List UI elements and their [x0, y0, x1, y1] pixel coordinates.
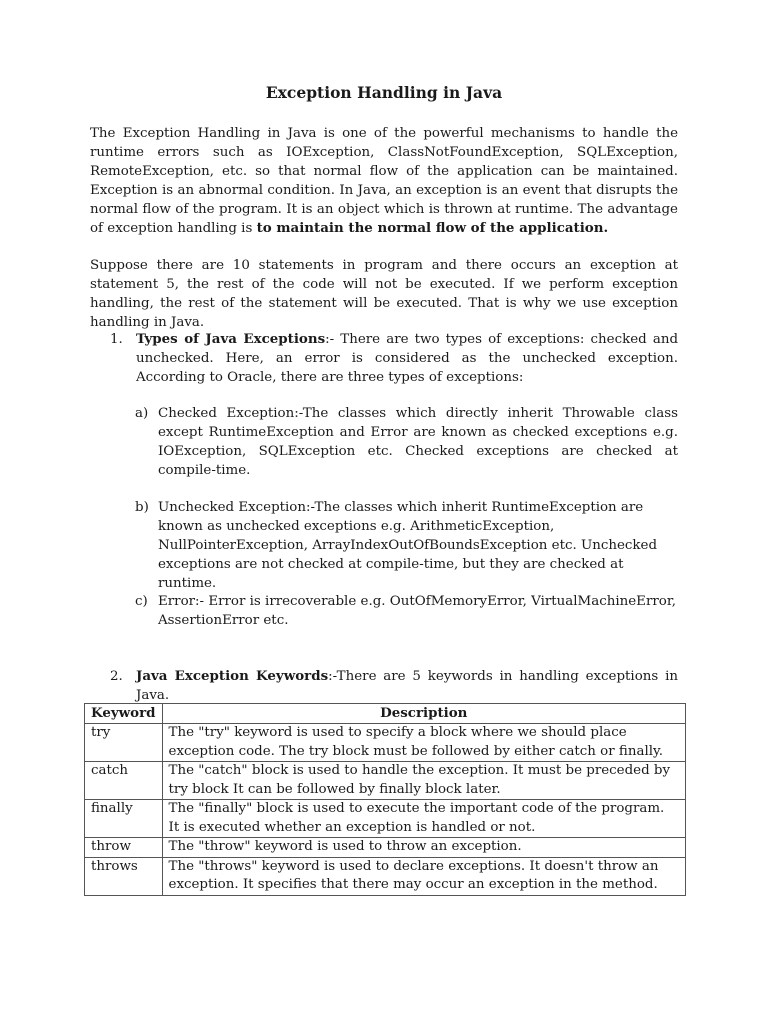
table-row [85, 800, 686, 838]
table-row [85, 857, 686, 895]
section-types-of-exceptions [110, 330, 678, 387]
list-item-unchecked-exception [135, 498, 678, 593]
table-header-description: Description [162, 704, 685, 724]
list-item-letter: c) [135, 594, 148, 609]
section-body [136, 667, 678, 705]
list-item-letter: b) [135, 500, 149, 515]
intro-paragraph [90, 124, 678, 238]
keyword-cell: catch [85, 762, 163, 800]
list-item-error [135, 592, 678, 630]
description-cell: The "try" keyword is used to specify a block where we should place exception code. The try block must be followed by either catch or finally. [162, 724, 685, 762]
section-body [136, 330, 678, 387]
keyword-cell: finally [85, 800, 163, 838]
list-item-text: Error:- Error is irrecoverable e.g. OutOfMemoryError, VirtualMachineError, AssertionError etc. [158, 594, 677, 628]
intro-text: The Exception Handling in Java is one of the powerful mechanisms to handle the runtime errors such as IOException, ClassNotFoundException, SQLException, RemoteException, etc. so that normal flow of the application can be maintained. Exception is an abnormal condition. In Java, an exception is an event that disrupts the normal flow of the program. It is an object which is thrown at runtime. The advantage of exception handling is [90, 126, 678, 236]
list-item-text: Unchecked Exception:-The classes which inherit RuntimeException are known as unchecked exceptions e.g. ArithmeticException, NullPointerException, ArrayIndexOutOfBoundsException etc. Unchecked exceptions are not checked at compile-time, but they are checked at runtime. [158, 500, 658, 591]
description-cell: The "throw" keyword is used to throw an exception. [162, 838, 685, 858]
description-cell: The "catch" block is used to handle the exception. It must be preceded by try block It can be followed by finally block later. [162, 762, 685, 800]
keyword-cell: throws [85, 857, 163, 895]
keywords-table [84, 703, 686, 896]
table-row [85, 724, 686, 762]
section-text: :- There are two types of exceptions: checked and unchecked. Here, an error is considered as the unchecked exception. According to Oracle, there are three types of exceptions: [136, 332, 679, 385]
section-heading: Types of Java Exceptions [136, 331, 326, 347]
table-header-keyword: Keyword [85, 704, 163, 724]
list-item-text: Checked Exception:-The classes which directly inherit Throwable class except RuntimeException and Error are known as checked exceptions e.g. IOException, SQLException etc. Checked exceptions are checked at compile-time. [158, 406, 678, 478]
table-header-row [85, 704, 686, 724]
intro-emphasis: to maintain the normal flow of the application. [256, 220, 609, 236]
section-number: 2. [110, 669, 123, 684]
page-title: Exception Handling in Java [265, 83, 503, 102]
list-item-letter: a) [135, 406, 149, 421]
second-paragraph: Suppose there are 10 statements in program and there occurs an exception at statement 5, the rest of the code will not be executed. If we perform exception handling, the rest of the statement will be executed. That is why we use exception handling in Java. [90, 258, 678, 330]
description-cell: The "finally" block is used to execute the important code of the program. It is executed whether an exception is handled or not. [162, 800, 685, 838]
keyword-cell: throw [85, 838, 163, 858]
section-text: :-There are 5 keywords in handling exceptions in Java. [136, 669, 678, 703]
keyword-cell: try [85, 724, 163, 762]
description-cell: The "throws" keyword is used to declare exceptions. It doesn't throw an exception. It specifies that there may occur an exception in the method. [162, 857, 685, 895]
section-heading: Java Exception Keywords [136, 668, 329, 684]
list-item-checked-exception [135, 404, 678, 480]
section-exception-keywords [110, 667, 678, 705]
table-row [85, 762, 686, 800]
table-row [85, 838, 686, 858]
section-number: 1. [110, 332, 123, 347]
